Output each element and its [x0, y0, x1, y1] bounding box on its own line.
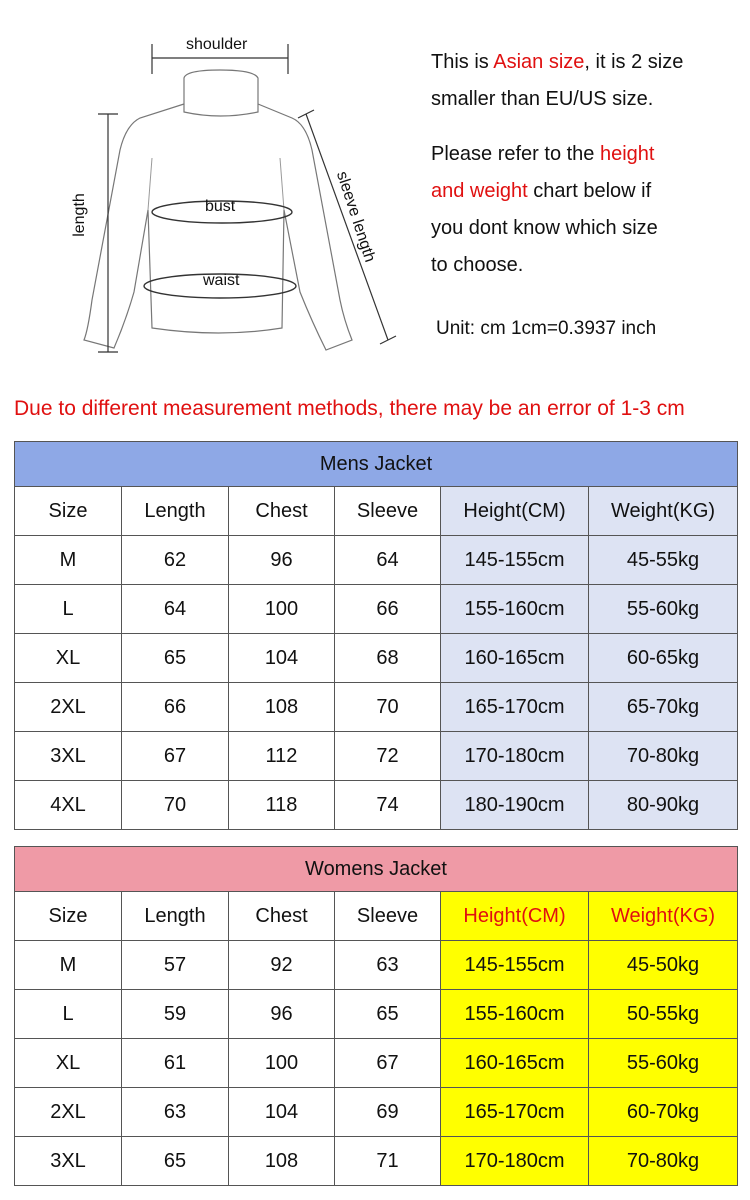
- table-cell: 155-160cm: [441, 585, 589, 634]
- table-cell: 50-55kg: [589, 990, 738, 1039]
- size-info-line-1: This is Asian size, it is 2 size: [431, 51, 684, 73]
- table-cell: 108: [229, 683, 335, 732]
- column-header: Length: [122, 892, 229, 941]
- table-cell: 66: [122, 683, 229, 732]
- bust-label: bust: [205, 198, 236, 215]
- column-header: Height(CM): [441, 487, 589, 536]
- mens-title-row: [15, 442, 738, 487]
- length-label: length: [70, 193, 88, 237]
- table-cell: 66: [335, 585, 441, 634]
- jacket-outline-icon: [0, 0, 420, 360]
- table-cell: 4XL: [15, 781, 122, 830]
- measurement-error-note: Due to different measurement methods, there may be an error of 1-3 cm: [14, 397, 685, 420]
- table-cell: 96: [229, 536, 335, 585]
- table-cell: 65: [122, 634, 229, 683]
- table-cell: 165-170cm: [441, 683, 589, 732]
- table-row: [15, 683, 738, 732]
- table-cell: 155-160cm: [441, 990, 589, 1039]
- table-row: [15, 1039, 738, 1088]
- table-cell: 55-60kg: [589, 1039, 738, 1088]
- table-cell: 180-190cm: [441, 781, 589, 830]
- table-cell: 70-80kg: [589, 1137, 738, 1186]
- table-cell: 60-65kg: [589, 634, 738, 683]
- column-header: Height(CM): [441, 892, 589, 941]
- table-cell: 160-165cm: [441, 634, 589, 683]
- table-cell: 118: [229, 781, 335, 830]
- table-header-row: [15, 892, 738, 941]
- unit-conversion-note: Unit: cm 1cm=0.3937 inch: [436, 318, 657, 339]
- table-row: [15, 941, 738, 990]
- table-cell: 64: [335, 536, 441, 585]
- table-row: [15, 1088, 738, 1137]
- table-cell: 3XL: [15, 732, 122, 781]
- size-info-line-4: and weight chart below if: [431, 180, 652, 202]
- table-cell: 104: [229, 634, 335, 683]
- table-cell: 170-180cm: [441, 1137, 589, 1186]
- size-info-line-5: you dont know which size: [431, 217, 658, 239]
- table-cell: 68: [335, 634, 441, 683]
- table-cell: 96: [229, 990, 335, 1039]
- size-info-line-2: smaller than EU/US size.: [431, 88, 654, 110]
- size-info-line-6: to choose.: [431, 254, 524, 276]
- table-cell: 100: [229, 585, 335, 634]
- column-header: Length: [122, 487, 229, 536]
- column-header: Sleeve: [335, 487, 441, 536]
- table-cell: 145-155cm: [441, 536, 589, 585]
- womens-title-row: [15, 847, 738, 892]
- table-cell: 62: [122, 536, 229, 585]
- table-row: [15, 732, 738, 781]
- table-cell: 104: [229, 1088, 335, 1137]
- table-cell: 108: [229, 1137, 335, 1186]
- waist-label: waist: [203, 272, 240, 289]
- table-cell: 74: [335, 781, 441, 830]
- womens-size-table: [14, 846, 738, 1186]
- sleeve-length-label: sleeve length: [332, 169, 379, 265]
- table-row: [15, 990, 738, 1039]
- garment-measurement-diagram: [0, 0, 420, 360]
- table-cell: 64: [122, 585, 229, 634]
- shoulder-label: shoulder: [186, 36, 248, 53]
- column-header: Chest: [229, 487, 335, 536]
- table-cell: 67: [335, 1039, 441, 1088]
- column-header: Size: [15, 892, 122, 941]
- table-cell: 72: [335, 732, 441, 781]
- table-cell: L: [15, 990, 122, 1039]
- column-header: Size: [15, 487, 122, 536]
- table-cell: 165-170cm: [441, 1088, 589, 1137]
- table-cell: 145-155cm: [441, 941, 589, 990]
- table-cell: 67: [122, 732, 229, 781]
- table-cell: 63: [122, 1088, 229, 1137]
- table-cell: 70: [335, 683, 441, 732]
- column-header: Weight(KG): [589, 487, 738, 536]
- table-cell: 92: [229, 941, 335, 990]
- table-row: [15, 536, 738, 585]
- column-header: Weight(KG): [589, 892, 738, 941]
- size-info-line-3: Please refer to the height: [431, 143, 655, 165]
- table-cell: M: [15, 536, 122, 585]
- mens-table-title: Mens Jacket: [15, 442, 738, 487]
- table-cell: 3XL: [15, 1137, 122, 1186]
- table-cell: 65-70kg: [589, 683, 738, 732]
- table-cell: 59: [122, 990, 229, 1039]
- table-cell: 71: [335, 1137, 441, 1186]
- table-cell: 70-80kg: [589, 732, 738, 781]
- table-cell: 45-50kg: [589, 941, 738, 990]
- table-header-row: [15, 487, 738, 536]
- table-cell: L: [15, 585, 122, 634]
- table-cell: XL: [15, 634, 122, 683]
- table-cell: 61: [122, 1039, 229, 1088]
- womens-table-title: Womens Jacket: [15, 847, 738, 892]
- table-row: [15, 585, 738, 634]
- table-cell: 69: [335, 1088, 441, 1137]
- table-cell: 100: [229, 1039, 335, 1088]
- table-cell: 65: [335, 990, 441, 1039]
- table-row: [15, 1137, 738, 1186]
- table-cell: 170-180cm: [441, 732, 589, 781]
- table-cell: 57: [122, 941, 229, 990]
- table-cell: 63: [335, 941, 441, 990]
- table-cell: 45-55kg: [589, 536, 738, 585]
- table-cell: 60-70kg: [589, 1088, 738, 1137]
- table-cell: 160-165cm: [441, 1039, 589, 1088]
- table-row: [15, 781, 738, 830]
- table-cell: 65: [122, 1137, 229, 1186]
- table-row: [15, 634, 738, 683]
- column-header: Chest: [229, 892, 335, 941]
- table-cell: 55-60kg: [589, 585, 738, 634]
- table-cell: 70: [122, 781, 229, 830]
- mens-size-table: [14, 441, 738, 830]
- table-cell: 2XL: [15, 1088, 122, 1137]
- column-header: Sleeve: [335, 892, 441, 941]
- table-cell: 80-90kg: [589, 781, 738, 830]
- table-cell: XL: [15, 1039, 122, 1088]
- table-cell: M: [15, 941, 122, 990]
- table-cell: 2XL: [15, 683, 122, 732]
- table-cell: 112: [229, 732, 335, 781]
